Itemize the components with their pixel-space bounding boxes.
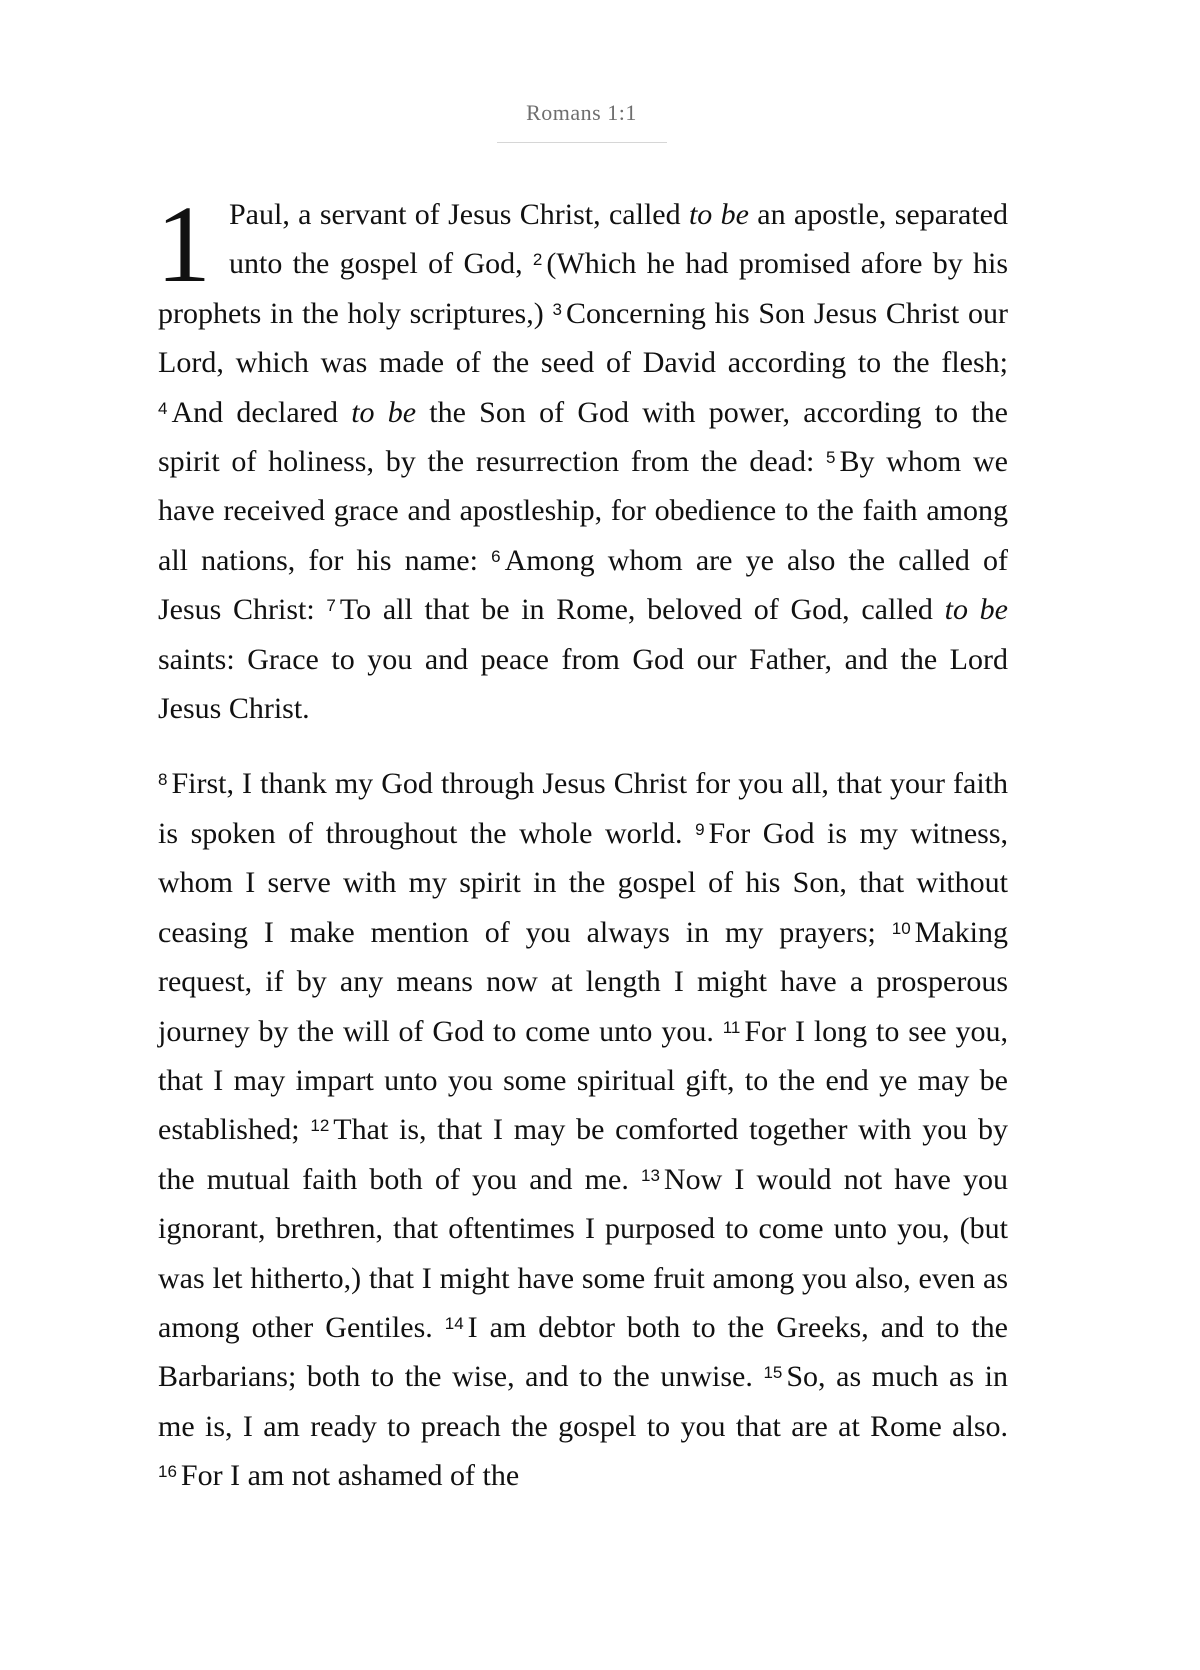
verse-number-9: 9: [695, 819, 705, 839]
verse-number-5: 5: [826, 448, 836, 468]
verse-text-7: To all that be in Rome, beloved of God, called: [339, 593, 945, 627]
header-divider: [497, 142, 667, 143]
paragraph-1: [156, 183, 1009, 733]
verse-number-10: 10: [891, 918, 911, 938]
verse-text-9: For God is my witness, whom I serve with my spirit in the gospel of his Son, that without ceasing I make mention of you always in my prayers;: [158, 816, 1008, 949]
running-header-reference: Romans 1:1: [526, 100, 637, 125]
verse-text-8: First, I thank my God through Jesus Christ for you all, that your faith is spoken of throughout the whole world.: [158, 767, 1008, 850]
verse-text-1: Paul, a servant of Jesus Christ, called: [229, 198, 689, 231]
verse-text-3: Concerning his Son Jesus Christ our Lord, which was made of the seed of David according to the flesh;: [158, 296, 1008, 380]
verse-number-6: 6: [491, 546, 501, 566]
verse-number-16: 16: [158, 1462, 177, 1482]
verse-text-11: For I long to see you, that I may impart unto you some spiritual gift, to the end ye may be established;: [158, 1014, 1008, 1147]
scripture-text: [156, 183, 1009, 1501]
chapter-number: 1: [156, 183, 211, 305]
verse-number-2: 2: [532, 250, 543, 270]
verse-number-14: 14: [444, 1313, 464, 1333]
italic-phrase: to be: [944, 593, 1008, 627]
verse-text-4: And declared: [171, 395, 352, 429]
verse-text-12: That is, that I may be comforted together with you by the mutual faith both of you and me.: [158, 1113, 1008, 1196]
verse-number-13: 13: [641, 1165, 660, 1185]
verse-text-7-cont: saints: Grace to you and peace from God our Father, and the Lord Jesus Christ.: [158, 642, 1008, 726]
verse-text-16: For I am not ashamed of the: [180, 1459, 520, 1493]
verse-number-3: 3: [552, 299, 562, 319]
verse-text-6: Among whom are ye also the called of Jesus Christ:: [158, 543, 1008, 627]
verse-text-4-cont: the Son of God with power, according to the spirit of holiness, by the resurrection from the dead:: [158, 395, 1008, 479]
verse-text-5: By whom we have received grace and apostleship, for obedience to the faith among all nations, for his name:: [158, 445, 1008, 577]
verse-text-15: So, as much as in me is, I am ready to preach the gospel to you that are at Rome also.: [158, 1360, 1008, 1443]
verse-text-14: I am debtor both to the Greeks, and to the Barbarians; both to the wise, and to the unwise.: [158, 1310, 1008, 1394]
verse-number-12: 12: [310, 1116, 330, 1136]
paragraph-2: [158, 759, 1008, 1500]
verse-number-7: 7: [326, 596, 336, 616]
verse-number-8: 8: [158, 770, 168, 790]
verse-text-1-cont: an apostle, separated unto the gospel of God,: [229, 198, 1009, 281]
verse-text-2: (Which he had promised afore by his prophets in the holy scriptures,): [158, 247, 1008, 330]
verse-number-11: 11: [722, 1017, 741, 1037]
verse-number-15: 15: [763, 1363, 783, 1383]
verse-text-10: Making request, if by any means now at length I might have a prosperous journey by the will of God to come unto you.: [158, 915, 1008, 1048]
verse-number-4: 4: [158, 398, 168, 418]
italic-phrase: to be: [351, 395, 417, 429]
verse-text-13: Now I would not have you ignorant, brethren, that oftentimes I purposed to come unto you, (but was let hitherto,) that I might have some fruit among you also, even as among other Gentiles.: [158, 1162, 1008, 1344]
italic-phrase: to be: [688, 198, 749, 231]
